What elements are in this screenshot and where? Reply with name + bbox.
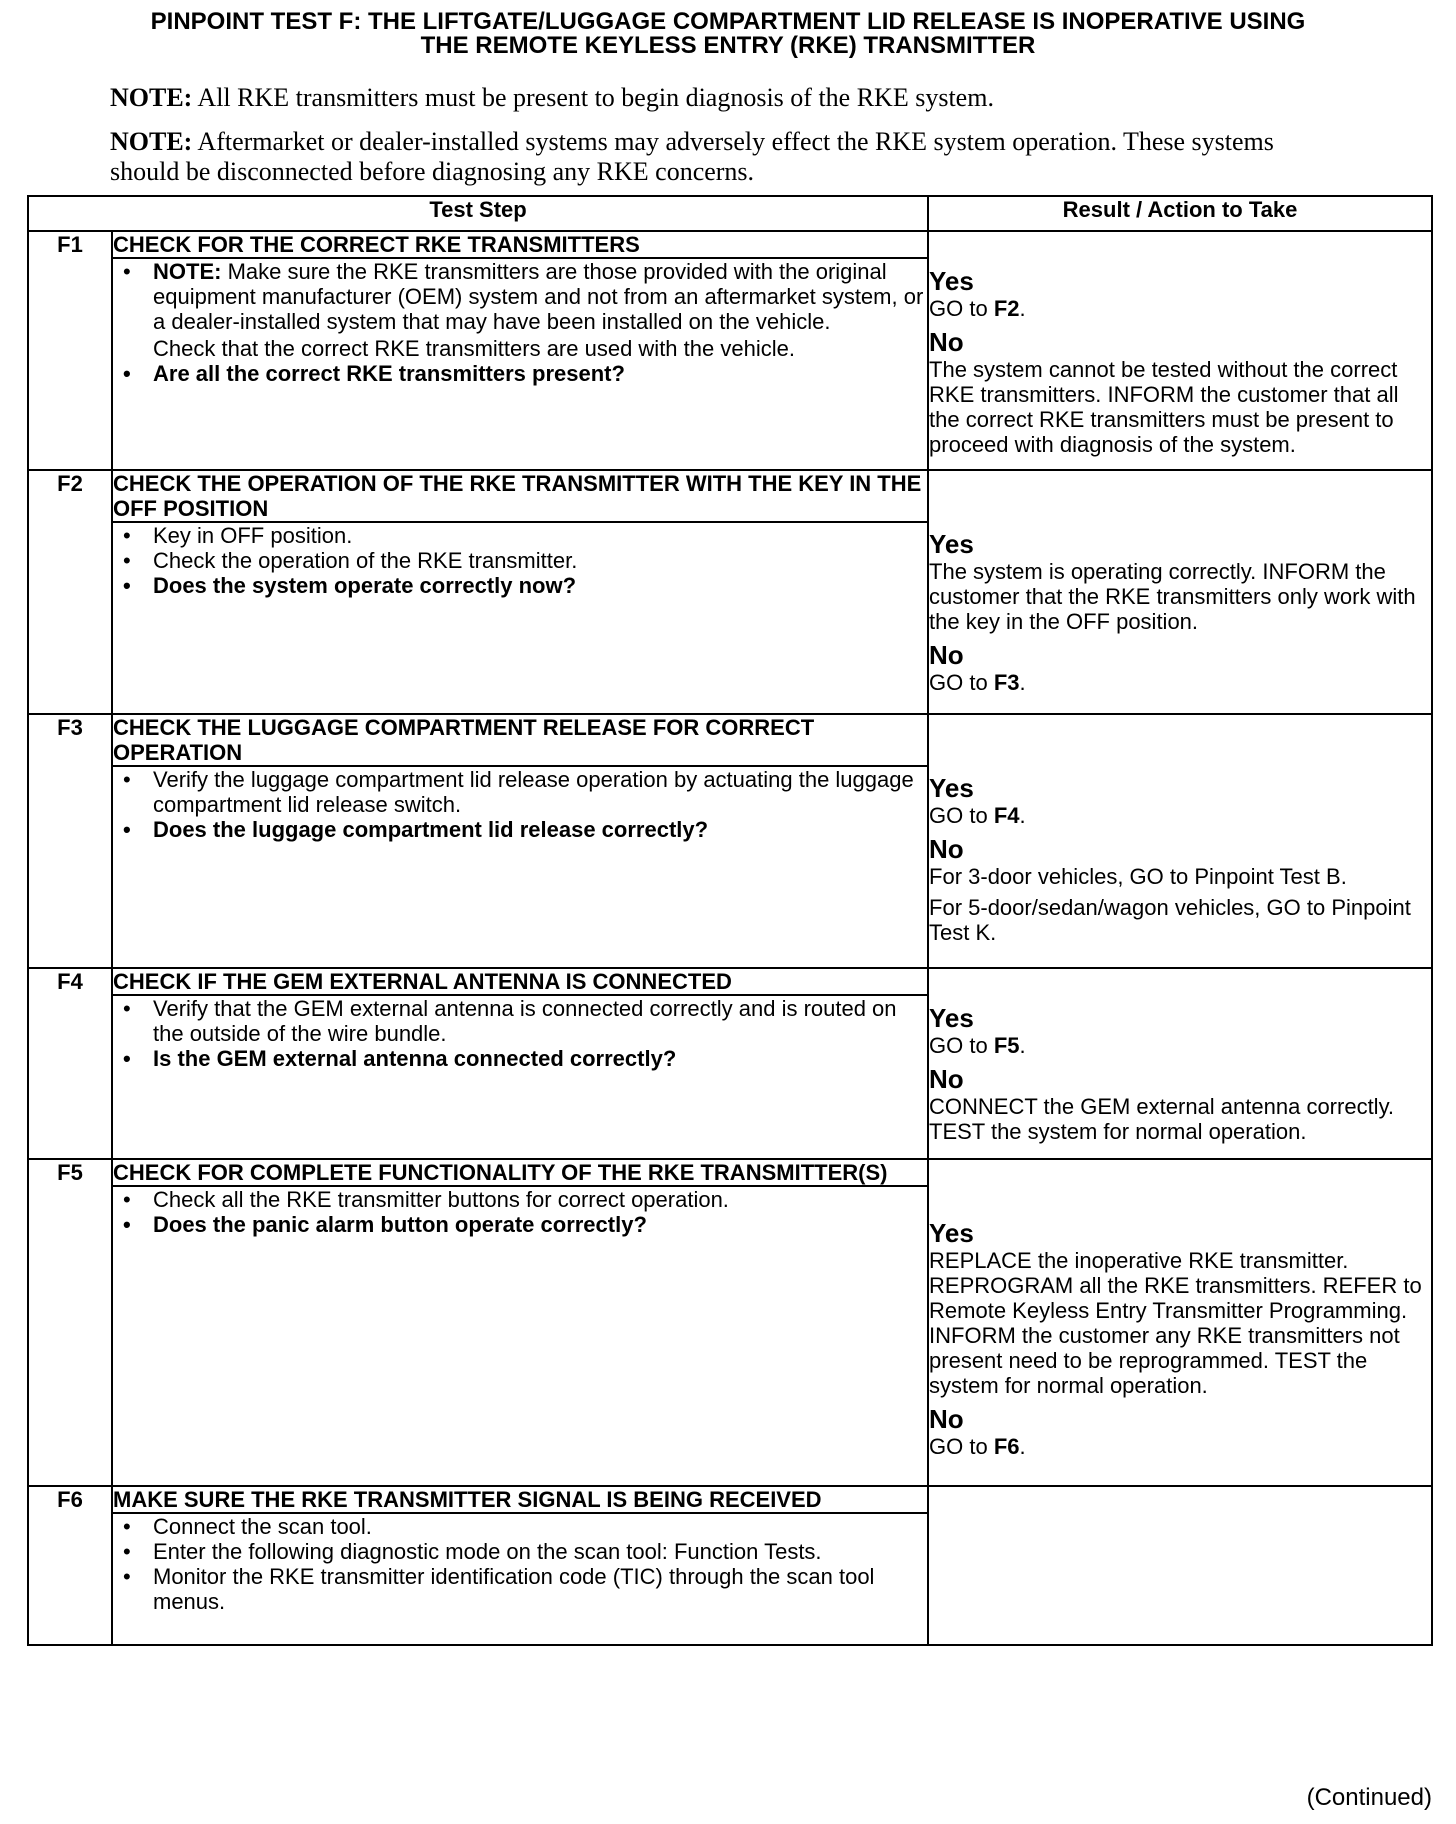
step-body-f4 [112, 995, 928, 1159]
note-aftermarket-systems [110, 127, 1290, 187]
step-id-f5: F5 [28, 1159, 112, 1486]
step-result-f3 [928, 714, 1432, 968]
step-row-f2-title [28, 470, 1432, 522]
no-action: CONNECT the GEM external antenna correctly. TEST the system for normal operation. [929, 1094, 1395, 1144]
no-label: No [929, 834, 964, 864]
step-id-f2: F2 [28, 470, 112, 714]
step-title-f3: CHECK THE LUGGAGE COMPARTMENT RELEASE FOR CORRECT OPERATION [112, 714, 928, 766]
continued-label: (Continued) [1306, 1784, 1432, 1811]
step-body-f5 [112, 1186, 928, 1486]
step-id-f6: F6 [28, 1486, 112, 1645]
step-id-f4: F4 [28, 968, 112, 1159]
note-label: NOTE: [110, 127, 193, 156]
list-item: • NOTE: Make sure the RKE transmitters are those provided with the original equipment manufacturer (OEM) system and not from an aftermarket system, or a dealer-installed system that may have been installed on the vehicle. Check that the correct RKE transmitters are used with the vehicle. [123, 259, 924, 361]
pinpoint-test-title [28, 10, 1428, 58]
list-item: • Is the GEM external antenna connected correctly? [123, 1046, 677, 1071]
yes-action: GO to F5. [929, 1033, 1026, 1058]
step-result-f6 [928, 1486, 1432, 1645]
yes-label: Yes [929, 529, 974, 559]
note-text: Aftermarket or dealer-installed systems may adversely effect the RKE system operation. These systems should be disconnected before diagnosing any RKE concerns. [110, 127, 1274, 186]
test-step-header: Test Step [28, 196, 928, 231]
no-action: The system cannot be tested without the correct RKE transmitters. INFORM the customer that all the correct RKE transmitters must be present to proceed with diagnosis of the system. [929, 357, 1399, 457]
list-item: • Are all the correct RKE transmitters present? [123, 361, 625, 386]
step-row-f1-title [28, 231, 1432, 258]
yes-label: Yes [929, 773, 974, 803]
step-title-f5: CHECK FOR COMPLETE FUNCTIONALITY OF THE RKE TRANSMITTER(S) [112, 1159, 928, 1186]
no-label: No [929, 640, 964, 670]
list-item: • Monitor the RKE transmitter identification code (TIC) through the scan tool menus. [123, 1564, 875, 1614]
no-label: No [929, 1064, 964, 1094]
yes-action: The system is operating correctly. INFORM the customer that the RKE transmitters only work with the key in the OFF position. [929, 559, 1416, 634]
step-body-f1 [112, 258, 928, 470]
step-title-f4: CHECK IF THE GEM EXTERNAL ANTENNA IS CONNECTED [112, 968, 928, 995]
yes-label: Yes [929, 1218, 974, 1248]
no-action: GO to F3. [929, 670, 1026, 695]
step-title-f6: MAKE SURE THE RKE TRANSMITTER SIGNAL IS BEING RECEIVED [112, 1486, 928, 1513]
step-title-f2: CHECK THE OPERATION OF THE RKE TRANSMITTER WITH THE KEY IN THE OFF POSITION [112, 470, 928, 522]
list-item: • Enter the following diagnostic mode on the scan tool: Function Tests. [123, 1539, 822, 1564]
pinpoint-test-table [27, 195, 1433, 1646]
list-item: • Does the luggage compartment lid release correctly? [123, 817, 709, 842]
step-row-f5-title [28, 1159, 1432, 1186]
step-title-f1: CHECK FOR THE CORRECT RKE TRANSMITTERS [112, 231, 928, 258]
list-item: • Key in OFF position. [123, 523, 353, 548]
list-item: • Verify the luggage compartment lid release operation by actuating the luggage compartment lid release switch. [123, 767, 914, 817]
list-item: • Connect the scan tool. [123, 1514, 372, 1539]
list-item: • Does the system operate correctly now? [123, 573, 577, 598]
step-body-f6 [112, 1513, 928, 1645]
list-item: • Check all the RKE transmitter buttons for correct operation. [123, 1187, 729, 1212]
step-result-f5 [928, 1159, 1432, 1486]
yes-action: REPLACE the inoperative RKE transmitter. REPROGRAM all the RKE transmitters. REFER to Remote Keyless Entry Transmitter Programming. INFORM the customer any RKE transmitters not present need to be reprogrammed. TEST the system for normal operation. [929, 1248, 1422, 1398]
step-result-f2 [928, 470, 1432, 714]
no-action-3-door: For 3-door vehicles, GO to Pinpoint Test B. [929, 864, 1347, 889]
step-row-f4-title [28, 968, 1432, 995]
step-id-f1: F1 [28, 231, 112, 470]
step-result-f4 [928, 968, 1432, 1159]
step-body-f3 [112, 766, 928, 968]
step-row-f3-title [28, 714, 1432, 766]
result-action-header: Result / Action to Take [928, 196, 1432, 231]
no-label: No [929, 327, 964, 357]
no-action-5-door: For 5-door/sedan/wagon vehicles, GO to Pinpoint Test K. [929, 895, 1411, 945]
note-transmitters-present [110, 83, 1290, 113]
yes-action: GO to F2. [929, 296, 1026, 321]
title-line-1: PINPOINT TEST F: THE LIFTGATE/LUGGAGE COMPARTMENT LID RELEASE IS INOPERATIVE USING [150, 8, 1306, 35]
list-item: • Does the panic alarm button operate correctly? [123, 1212, 647, 1237]
yes-label: Yes [929, 1003, 974, 1033]
note-label: NOTE: [110, 83, 193, 112]
list-item: • Check the operation of the RKE transmitter. [123, 548, 578, 573]
list-item: • Verify that the GEM external antenna is connected correctly and is routed on the outside of the wire bundle. [123, 996, 897, 1046]
step-row-f6-title [28, 1486, 1432, 1513]
no-action: GO to F6. [929, 1434, 1026, 1459]
step-result-f1 [928, 231, 1432, 470]
table-header-row [28, 196, 1432, 231]
no-label: No [929, 1404, 964, 1434]
step-id-f3: F3 [28, 714, 112, 968]
title-line-2: THE REMOTE KEYLESS ENTRY (RKE) TRANSMITTER [420, 32, 1036, 59]
yes-label: Yes [929, 266, 974, 296]
note-text: All RKE transmitters must be present to begin diagnosis of the RKE system. [197, 83, 994, 112]
step-body-f2 [112, 522, 928, 714]
yes-action: GO to F4. [929, 803, 1026, 828]
